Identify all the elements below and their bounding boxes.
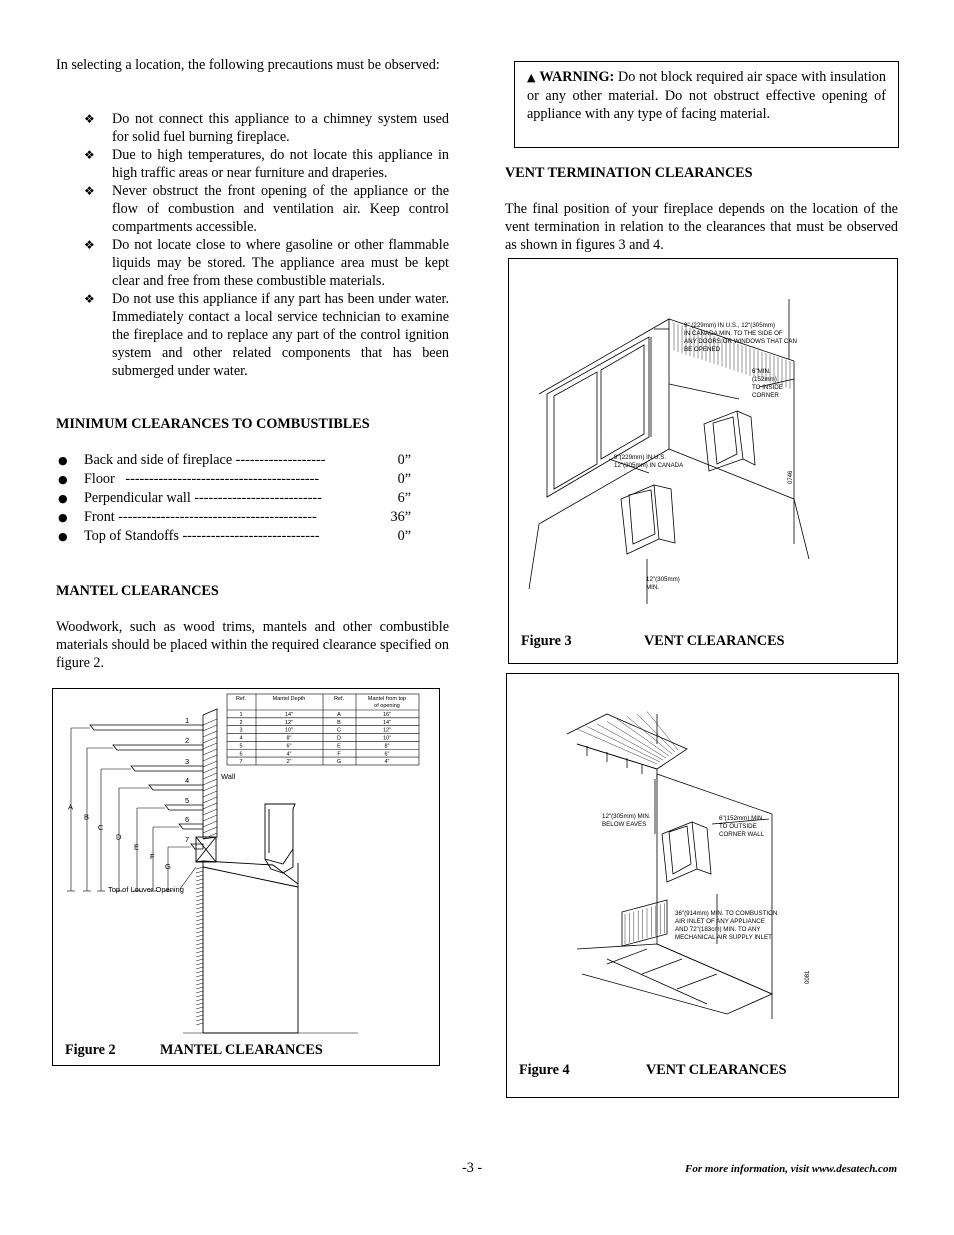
table-cell: 10" [382, 735, 392, 742]
vent-paragraph: The final position of your fireplace depends on the location of the vent termination in relation to the clearances that must be observed as shown in figures 3 and 4. [505, 201, 898, 253]
table-cell: 5 [239, 743, 243, 750]
mantel-step-number: 7 [185, 835, 190, 844]
figure-3-code: 0746 [788, 470, 794, 484]
table-cell: 6" [384, 751, 390, 758]
page-number: -3 - [462, 1160, 483, 1176]
mantel-step-number: 1 [185, 716, 190, 725]
figure-2-box [52, 688, 440, 1066]
table-header: Mantel Depth [272, 696, 306, 702]
table-cell: 2 [239, 719, 243, 726]
mantel-shelf [179, 824, 203, 829]
table-header: Ref. [235, 696, 247, 702]
table-header: of opening [374, 703, 400, 709]
svg-text:9"(229mm) IN U.S.12"(305mm) IN: 9"(229mm) IN U.S. 12"(305mm) IN CANADA [614, 454, 684, 469]
min-clearances-heading: MINIMUM CLEARANCES TO COMBUSTIBLES [56, 416, 370, 432]
figure-3-box [508, 258, 898, 664]
table-cell: F [337, 751, 341, 758]
svg-text:12"(305mm) MIN.BELOW EAVES: 12"(305mm) MIN. BELOW EAVES [602, 813, 651, 828]
footer-info: For more information, visit www.desatech.com [685, 1163, 897, 1175]
table-cell: E [337, 743, 341, 750]
figure-3-title: VENT CLEARANCES [644, 633, 785, 649]
warning-box [514, 61, 899, 148]
table-cell: A [337, 712, 341, 718]
precaution-item: ❖ Due to high temperatures, do not locate this appliance in high traffic areas or near furniture and draperies. [84, 147, 449, 181]
figure-2-title: MANTEL CLEARANCES [160, 1042, 323, 1058]
clearance-row: ● Perpendicular wall --------------------------- 6” [58, 490, 411, 506]
mantel-step-number: 2 [185, 736, 190, 745]
table-cell: 3 [239, 727, 243, 734]
bullet-icon: ● [58, 530, 68, 543]
svg-text:6"MIN.(152mm)TO INSIDECORNER: 6"MIN. (152mm) TO INSIDE CORNER [752, 368, 783, 399]
mantel-step-number: 6 [185, 815, 190, 824]
diamond-bullet-icon: ❖ [84, 184, 95, 198]
precautions-list [56, 110, 449, 380]
table-cell: 4" [384, 759, 390, 766]
table-cell: 6" [286, 743, 292, 750]
diamond-bullet-icon: ❖ [84, 238, 95, 252]
figure-4-number: Figure 4 [519, 1062, 570, 1078]
diamond-bullet-icon: ❖ [84, 112, 95, 126]
table-cell: C [337, 727, 341, 734]
figure-4-labels [602, 813, 811, 984]
precaution-item: ❖ Never obstruct the front opening of the appliance or the flow of combustion and ventilation air. Keep control compartments accessible. [84, 183, 449, 235]
dim-letter: G [165, 862, 171, 871]
diamond-bullet-icon: ❖ [84, 292, 95, 306]
mantel-step-number: 3 [185, 757, 190, 766]
table-cell: 16" [382, 712, 392, 718]
dim-letter: F [150, 852, 155, 861]
bullet-icon: ● [58, 511, 68, 524]
bullet-icon: ● [58, 454, 68, 467]
mantel-shelf [131, 766, 203, 771]
table-cell: 8" [286, 735, 292, 742]
svg-text:9" (229mm) IN U.S., 12"(305mm): 9" (229mm) IN U.S., 12"(305mm) IN CANADA MIN. TO THE SIDE OF ANY DOORS OR WINDOWS THAT CAN BE OPENED [684, 322, 797, 353]
clearance-row: ● Top of Standoffs ----------------------------- 0” [58, 528, 411, 544]
precaution-item: ❖ Do not use this appliance if any part has been under water. Immediately contact a local service technician to examine the fireplace and to replace any part of the control ignition system and other related components that has been submerged under water. [84, 291, 449, 379]
mantel-step-number: 4 [185, 776, 190, 785]
table-cell: 10" [284, 727, 294, 734]
svg-text:12"(305mm)MIN.: 12"(305mm) MIN. [646, 576, 680, 591]
table-cell: 14" [284, 712, 294, 718]
table-header: Mantel from top [367, 696, 407, 702]
clearance-row: ● Front ------------------------------------------ 36” [58, 509, 411, 525]
figure-4-drawing [507, 674, 898, 1097]
table-cell: 14" [382, 719, 392, 726]
precaution-item: ❖ Do not locate close to where gasoline or other flammable liquids may be stored. The appliance area must be kept clear and free from these combustible materials. [84, 237, 449, 289]
table-cell: 8" [384, 743, 390, 750]
figure-3-drawing [509, 259, 897, 663]
dim-letter: B [84, 812, 90, 822]
figure-4-box [506, 673, 899, 1098]
table-header: Ref. [333, 696, 345, 702]
louver-label: Top of Louver Opening [108, 885, 184, 894]
svg-text:36"(914mm) MIN. TO COMBUSTIONA: 36"(914mm) MIN. TO COMBUSTION AIR INLET OF ANY APPLIANCE AND 72"(183cm) MIN. TO ANY MECHANICAL AIR SUPPLY INLET [675, 910, 778, 941]
clearance-row: ● Floor ----------------------------------------- 0” [58, 471, 411, 487]
dim-letter: D [116, 832, 122, 842]
figure-3-labels [614, 322, 797, 591]
mantel-shelf [90, 725, 203, 730]
table-cell: G [336, 759, 342, 766]
intro-paragraph: In selecting a location, the following precautions must be observed: [56, 57, 440, 73]
wall-label: Wall [221, 772, 236, 781]
dim-letter: C [98, 823, 104, 832]
table-cell: 4 [239, 735, 243, 742]
precaution-item: ❖ Do not connect this appliance to a chimney system used for solid fuel burning fireplace. [84, 111, 449, 145]
bullet-icon: ● [58, 492, 68, 505]
table-cell: B [337, 719, 341, 726]
mantel-shelf [149, 785, 203, 790]
fireplace-body [196, 804, 298, 1033]
table-cell: 12" [382, 727, 392, 734]
figure-2-number: Figure 2 [65, 1042, 116, 1058]
table-cell: 7 [239, 759, 243, 766]
table-cell: 6 [239, 751, 243, 758]
mantel-shelf [191, 844, 203, 849]
mantel-paragraph: Woodwork, such as wood trims, mantels and other combustible materials should be placed within the required clearance specified on figure 2. [56, 619, 449, 671]
figure-4-title: VENT CLEARANCES [646, 1062, 787, 1078]
table-cell: 4" [286, 751, 292, 758]
mantel-clearances-heading: MANTEL CLEARANCES [56, 583, 219, 599]
bullet-icon: ● [58, 473, 68, 486]
table-cell: D [337, 735, 341, 742]
figure-2-drawing [53, 689, 439, 1065]
mantel-step-number: 5 [185, 796, 190, 805]
clearance-row: ● Back and side of fireplace ------------------- 0” [58, 452, 411, 468]
svg-text:6"(152mm) MIN.TO OUTSIDECORNER: 6"(152mm) MIN. TO OUTSIDE CORNER WALL [719, 815, 765, 838]
dim-letter: A [68, 802, 74, 812]
figure-4-code: 0081 [805, 970, 811, 984]
figure-3-number: Figure 3 [521, 633, 572, 649]
diamond-bullet-icon: ❖ [84, 148, 95, 162]
table-cell: 1 [239, 712, 243, 718]
table-cell: 2" [286, 759, 292, 766]
warning-triangle-icon: ▲ [527, 71, 536, 84]
vent-termination-heading: VENT TERMINATION CLEARANCES [505, 165, 753, 181]
table-cell: 12" [284, 719, 294, 726]
clearances-list [56, 451, 449, 551]
mantel-shelf [165, 805, 203, 810]
dim-letter: E [134, 842, 140, 852]
mantel-shelf [113, 745, 203, 750]
warning-paragraph: ▲ WARNING: Do not block required air space with insulation or any other material. Do not obstruct effective opening of appliance with any type of facing material. [527, 69, 886, 122]
